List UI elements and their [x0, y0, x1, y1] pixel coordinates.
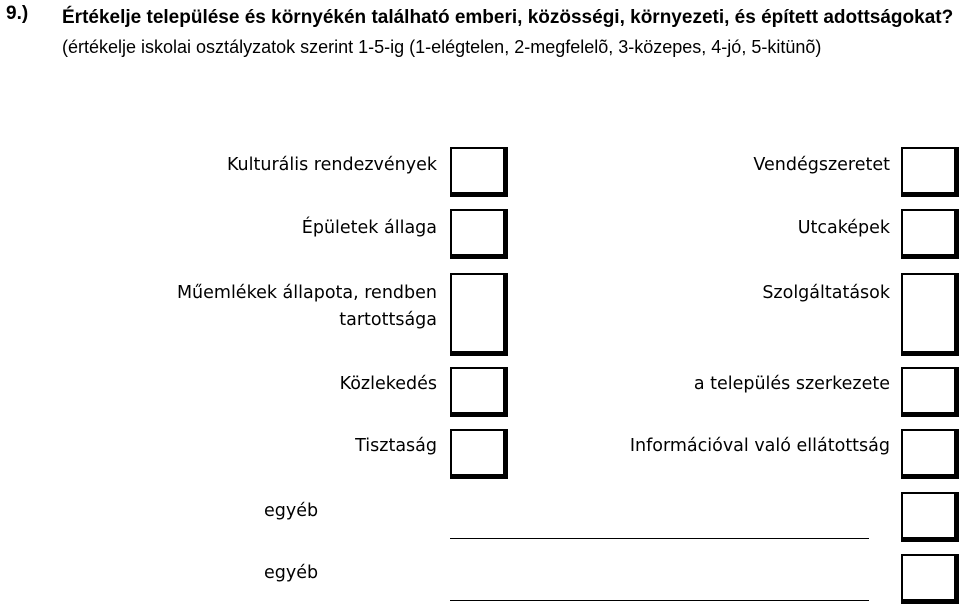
left-item-label-monuments: Műemlékek állapota, rendben [176, 283, 437, 303]
rating-box-monuments[interactable] [450, 273, 508, 356]
rating-box-cultural-events[interactable] [450, 147, 508, 197]
left-item-label-building-condition: Épületek állaga [301, 218, 437, 238]
other-write-line-2[interactable] [450, 600, 869, 601]
left-item-label-monuments-line2: tartottsága [339, 310, 437, 330]
right-item-label-services: Szolgáltatások [762, 283, 890, 303]
rating-box-information[interactable] [901, 429, 959, 479]
rating-box-settlement-structure[interactable] [901, 367, 959, 417]
right-item-label-information: Információval való ellátottság [629, 436, 890, 456]
other-write-line-1[interactable] [450, 538, 869, 539]
left-item-label-transport: Közlekedés [339, 374, 437, 394]
left-item-label-cultural-events: Kulturális rendezvények [226, 155, 437, 175]
other-label-1: egyéb [264, 501, 319, 521]
right-item-label-streetscapes: Utcaképek [797, 218, 890, 238]
rating-box-hospitality[interactable] [901, 147, 959, 197]
right-item-label-settlement-structure: a település szerkezete [693, 374, 890, 394]
other-label-2: egyéb [264, 563, 319, 583]
question-text [62, 3, 957, 62]
rating-box-other-1[interactable] [901, 492, 959, 542]
rating-box-services[interactable] [901, 273, 959, 356]
left-item-label-cleanliness: Tisztaság [355, 436, 437, 456]
rating-box-streetscapes[interactable] [901, 209, 959, 259]
rating-box-transport[interactable] [450, 367, 508, 417]
right-item-label-hospitality: Vendégszeretet [753, 155, 890, 175]
question-number: 9.) [6, 3, 29, 24]
question-instruction: (értékelje iskolai osztályzatok szerint 1-5-ig (1-elégtelen, 2-megfelelõ, 3-közepes, 4-jó, 5-kitünõ) [62, 36, 822, 57]
rating-box-other-2[interactable] [901, 554, 959, 604]
rating-box-cleanliness[interactable] [450, 429, 508, 479]
rating-box-building-condition[interactable] [450, 209, 508, 259]
question-title: Értékelje települése és környékén található emberi, közösségi, környezeti, és épített adottságokat? [62, 7, 954, 28]
